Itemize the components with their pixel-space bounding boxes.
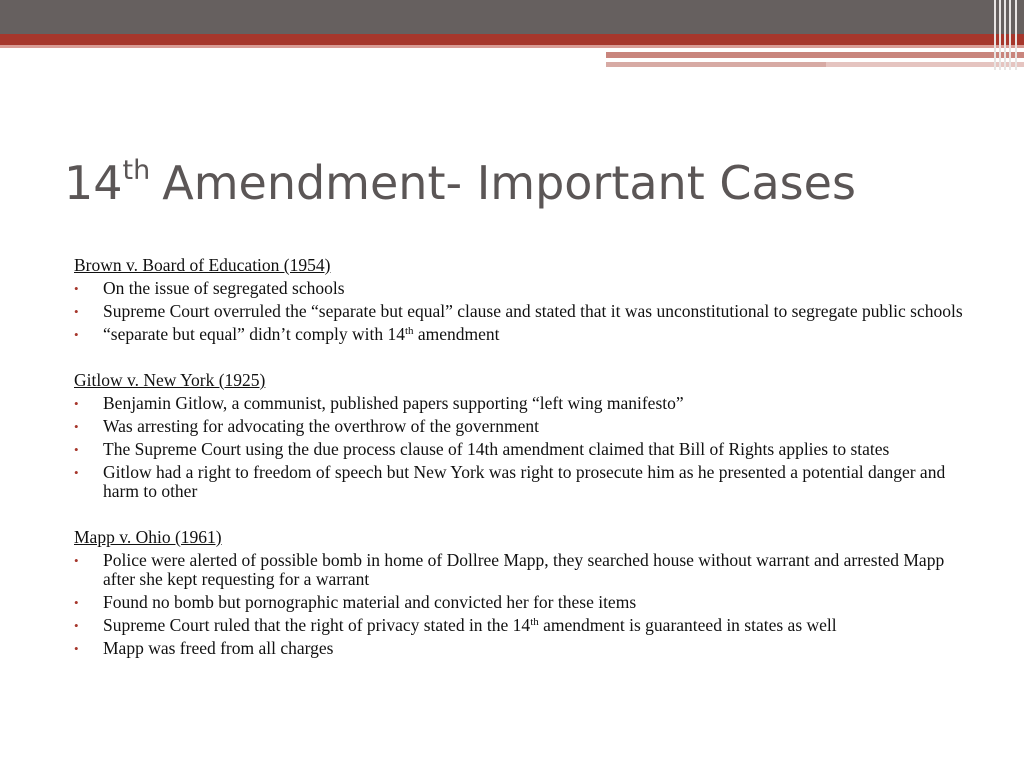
bullet-text: On the issue of segregated schools	[103, 278, 345, 298]
bullet-item	[74, 593, 974, 612]
header-vertical-stripes	[990, 0, 1024, 70]
bullet-item	[74, 551, 974, 589]
bullet-list	[74, 394, 974, 501]
case-section	[74, 371, 974, 501]
bullet-icon: •	[74, 281, 79, 296]
bullet-text: Supreme Court ruled that the right of privacy stated in the 14	[103, 615, 531, 635]
title-text: Amendment- Important Cases	[162, 156, 856, 210]
bullet-item	[74, 325, 974, 344]
bullet-text: Mapp was freed from all charges	[103, 638, 334, 658]
bullet-list	[74, 279, 974, 344]
header-accent-line	[606, 62, 826, 67]
bullet-icon: •	[74, 618, 79, 633]
title-number: 14	[64, 156, 123, 210]
bullet-list	[74, 551, 974, 658]
bullet-item	[74, 440, 974, 459]
bullet-text: Police were alerted of possible bomb in home of Dollree Mapp, they searched house without warrant and arrested Mapp after she kept requesting for a warrant	[103, 550, 945, 589]
bullet-superscript: th	[404, 325, 414, 337]
bullet-item	[74, 639, 974, 658]
bullet-icon: •	[74, 442, 79, 457]
header-band-red-thin	[0, 45, 1024, 48]
bullet-icon: •	[74, 419, 79, 434]
bullet-item	[74, 417, 974, 436]
case-section	[74, 528, 974, 658]
header-accent-line	[606, 52, 1024, 58]
bullet-text: Found no bomb but pornographic material and convicted her for these items	[103, 592, 637, 612]
bullet-item	[74, 394, 974, 413]
bullet-item	[74, 302, 974, 321]
header-band-gray	[0, 0, 1024, 34]
header-band-red	[0, 34, 1024, 45]
case-heading: Gitlow v. New York (1925)	[74, 370, 266, 390]
bullet-item	[74, 463, 974, 501]
case-section	[74, 256, 974, 344]
case-heading: Brown v. Board of Education (1954)	[74, 255, 331, 275]
title-superscript: th	[122, 155, 151, 186]
bullet-text: Supreme Court overruled the “separate but equal” clause and stated that it was unconstitutional to segregate public schools	[103, 301, 963, 321]
bullet-item	[74, 616, 974, 635]
slide-body	[74, 256, 974, 685]
bullet-text: Benjamin Gitlow, a communist, published papers supporting “left wing manifesto”	[103, 393, 684, 413]
bullet-item	[74, 279, 974, 298]
bullet-icon: •	[74, 641, 79, 656]
bullet-text: “separate but equal” didn’t comply with 14	[103, 324, 405, 344]
bullet-icon: •	[74, 553, 79, 568]
bullet-text: amendment	[413, 324, 500, 344]
bullet-text: The Supreme Court using the due process clause of 14th amendment claimed that Bill of Rights applies to states	[103, 439, 890, 459]
slide-title	[64, 155, 856, 210]
bullet-icon: •	[74, 396, 79, 411]
bullet-icon: •	[74, 465, 79, 480]
bullet-text: Gitlow had a right to freedom of speech but New York was right to prosecute him as he presented a potential danger and harm to other	[103, 462, 946, 501]
bullet-superscript: th	[530, 616, 539, 628]
bullet-icon: •	[74, 327, 79, 342]
bullet-icon: •	[74, 304, 79, 319]
bullet-text: amendment is guaranteed in states as well	[538, 615, 837, 635]
case-heading: Mapp v. Ohio (1961)	[74, 527, 222, 547]
bullet-icon: •	[74, 595, 79, 610]
bullet-text: Was arresting for advocating the overthrow of the government	[103, 416, 539, 436]
